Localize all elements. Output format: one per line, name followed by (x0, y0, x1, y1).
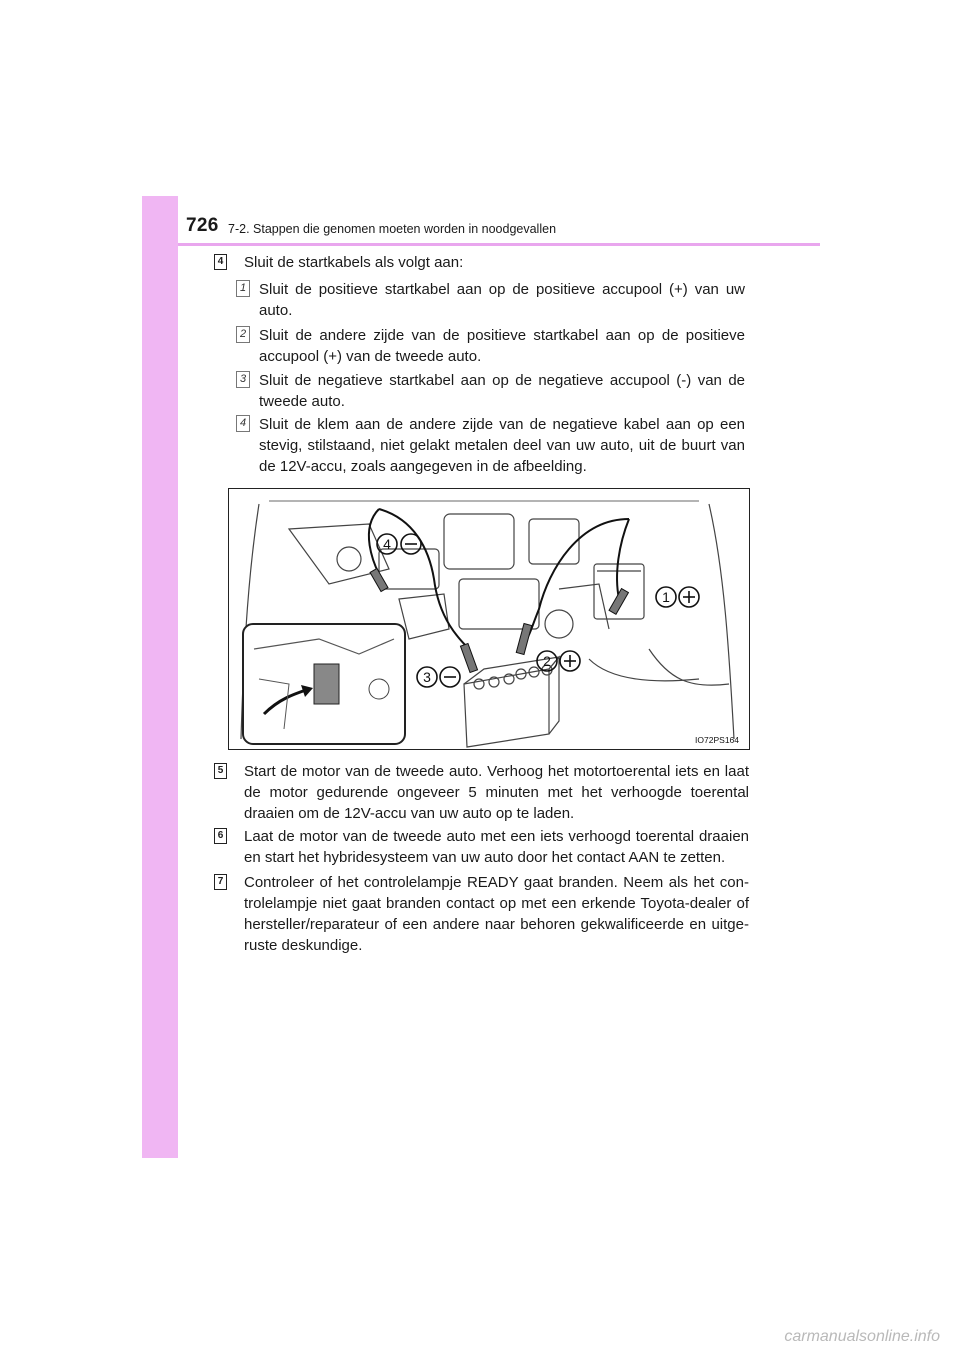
chapter-side-tab (142, 196, 178, 1158)
step-number-7: 7 (214, 874, 227, 890)
callout-2-label: 2 (543, 653, 551, 669)
step-7-text: Controleer of het controlelampje READY gaat branden. Neem als het con-trolelampje niet gaat branden contact op met een erkende Toyota-dealer of hersteller/reparateur of een andere naar behoren gekwalificeerde en uitge-ruste deskundige. (244, 874, 749, 954)
engine-bay-drawing (229, 489, 749, 749)
step-4-intro: Sluit de startkabels als volgt aan: (244, 254, 464, 271)
substep-number-1: 1 (236, 280, 250, 297)
substep-number-4: 4 (236, 415, 250, 432)
step-number-4: 4 (214, 254, 227, 270)
callout-1-label: 1 (662, 589, 670, 605)
step-number-6: 6 (214, 828, 227, 844)
substep-number-2: 2 (236, 326, 250, 343)
substep-2-text: Sluit de andere zijde van de positieve startkabel aan op de positieve accupool (+) van de tweede auto. (259, 327, 745, 365)
jump-start-illustration (228, 488, 750, 750)
substep-number-3: 3 (236, 371, 250, 388)
substep-3-text: Sluit de negatieve startkabel aan op de negatieve accupool (-) van de tweede auto. (259, 372, 745, 410)
page-number: 726 (186, 215, 219, 236)
step-6-text: Laat de motor van de tweede auto met een iets verhoogd toerental draaien en start het hybridesysteem van uw auto door het contact AAN te zetten. (244, 828, 749, 866)
section-title: 7-2. Stappen die genomen moeten worden in noodgevallen (228, 222, 557, 236)
footer-watermark: carmanualsonline.info (784, 1328, 940, 1345)
callout-4-label: 4 (383, 536, 391, 552)
step-number-5: 5 (214, 763, 227, 779)
header-rule (178, 243, 820, 246)
step-5-text: Start de motor van de tweede auto. Verhoog het motortoerental iets en laat de motor gedurende ongeveer 5 minuten met het verhoogde toerental draaien om de 12V-accu van uw auto op te laden. (244, 763, 749, 822)
substep-4-text: Sluit de klem aan de andere zijde van de negatieve kabel aan op een stevig, stilstaand, niet gelakt metalen deel van uw auto, uit de buurt van de 12V-accu, zoals aangegeven in de afbeelding. (259, 416, 745, 475)
substep-1-text: Sluit de positieve startkabel aan op de positieve accupool (+) van uw auto. (259, 281, 745, 319)
figure-code: IO72PS164 (695, 735, 739, 745)
callout-3-label: 3 (423, 669, 431, 685)
